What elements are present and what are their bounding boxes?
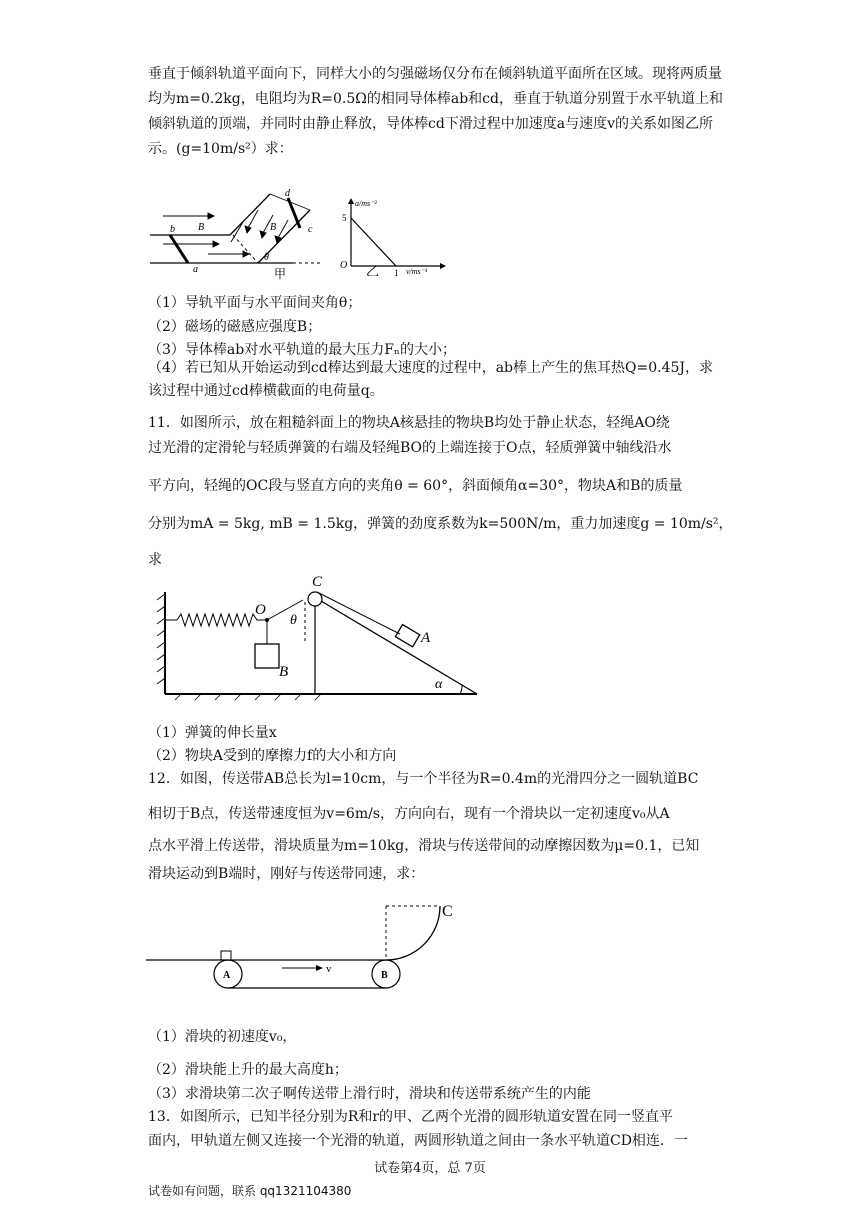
- q11-label-a: A: [421, 630, 431, 646]
- label-field-b2: B: [270, 222, 277, 233]
- label-c: c: [308, 224, 313, 235]
- q11-label-b: B: [279, 664, 289, 680]
- q11-line5: 求: [148, 552, 162, 568]
- q10-sub3: （3）导体棒ab对水平轨道的最大压力Fₙ的大小；: [148, 342, 456, 358]
- page-footer: 试卷第4页，总 7页: [374, 1161, 486, 1176]
- label-b: b: [170, 224, 175, 235]
- caption-yi: 乙: [366, 264, 380, 276]
- q11-label-alpha: α: [435, 677, 443, 692]
- q12-line3: 点水平滑上传送带，滑块质量为m=10kg，滑块与传送带间的动摩擦因数为μ=0.1，已知: [148, 838, 700, 854]
- q11-sub1: （1）弹簧的伸长量x: [148, 725, 277, 741]
- q10-figure-jia: [148, 180, 323, 280]
- q13-line1: 13．如图所示，已知半径分别为R和r的甲、乙两个光滑的圆形轨道安置在同一竖直平: [148, 1109, 674, 1125]
- yi-origin: O: [340, 260, 348, 271]
- q12-sub3: （3）求滑块第二次子啊传送带上滑行时，滑块和传送带系统产生的内能: [148, 1086, 591, 1102]
- q11-line2: 过光滑的定滑轮与轻质弹簧的右端及轻绳BO的上端连接于O点，轻质弹簧中轴线沿水: [148, 440, 672, 456]
- label-a: a: [193, 264, 198, 275]
- yi-y-tick: 5: [342, 213, 347, 223]
- caption-jia: 甲: [274, 267, 287, 280]
- q12-sub1: （1）滑块的初速度v₀，: [148, 1029, 297, 1045]
- q11-label-theta: θ: [290, 613, 297, 628]
- contact-footnote: 试卷如有问题，联系 qq1321104380: [148, 1184, 352, 1198]
- q10-sub2: （2）磁场的磁感应强度B；: [148, 319, 322, 335]
- q11-figure: [155, 572, 485, 702]
- q10-sub4: （4）若已知从开始运动到cd棒达到最大速度的过程中，ab棒上产生的焦耳热Q=0.45J，求该过程中通过cd棒横截面的电荷量q。: [148, 360, 714, 399]
- q12-label-v: v: [326, 963, 332, 975]
- q13-line2: 面内，甲轨道左侧又连接一个光滑的轨道，两圆形轨道之间由一条水平轨道CD相连．一: [148, 1133, 688, 1149]
- label-d: d: [285, 188, 290, 199]
- q11-label-o: O: [255, 602, 266, 618]
- q10-figure-yi: [338, 196, 458, 276]
- q10-sub1: （1）导轨平面与水平面间夹角θ；: [148, 295, 362, 311]
- yi-xlabel: v/ms⁻¹: [406, 267, 428, 276]
- q11-line4: 分别为mA = 5kg, mB = 1.5kg，弹簧的劲度系数为k=500N/m，重力加速度g = 10m/s²，: [148, 516, 733, 532]
- label-theta: θ: [264, 252, 269, 263]
- q11-line3: 平方向，轻绳的OC段与竖直方向的夹角θ = 60°，斜面倾角α=30°，物块A和B的质量: [148, 478, 683, 494]
- q11-label-c: C: [312, 574, 323, 590]
- yi-ylabel: a/ms⁻²: [355, 199, 377, 208]
- q10-intro: 垂直于倾斜轨道平面向下，同样大小的匀强磁场仅分布在倾斜轨道平面所在区域。现将两质量均为m=0.2kg，电阻均为R=0.5Ω的相同导体棒ab和cd，垂直于轨道分别置于水平轨道上和倾斜轨道的顶端，并同时由静止释放，导体棒cd下滑过程中加速度a与速度v的关系如图乙所示。(g=10m/s²）求：: [148, 66, 723, 157]
- q12-sub2: （2）滑块能上升的最大高度h；: [148, 1062, 348, 1078]
- yi-x-tick: 1: [394, 268, 399, 276]
- q11-sub2: （2）物块A受到的摩擦力f的大小和方向: [148, 748, 397, 764]
- q12-label-a: A: [223, 970, 231, 981]
- q12-line1: 12．如图，传送带AB总长为l=10cm，与一个半径为R=0.4m的光滑四分之一圆轨道BC: [148, 771, 699, 787]
- q11-line1: 11．如图所示，放在粗糙斜面上的物块A核悬挂的物块B均处于静止状态，轻绳AO绕: [148, 415, 670, 431]
- q12-label-b: B: [381, 970, 388, 981]
- q12-figure: [146, 898, 466, 998]
- label-field-b1: B: [198, 222, 205, 233]
- q12-line2: 相切于B点，传送带速度恒为v=6m/s，方向向右，现有一个滑块以一定初速度v₀从A: [148, 806, 670, 822]
- q12-line4: 滑块运动到B端时，刚好与传送带同速，求：: [148, 866, 425, 882]
- q12-label-c: C: [442, 903, 453, 920]
